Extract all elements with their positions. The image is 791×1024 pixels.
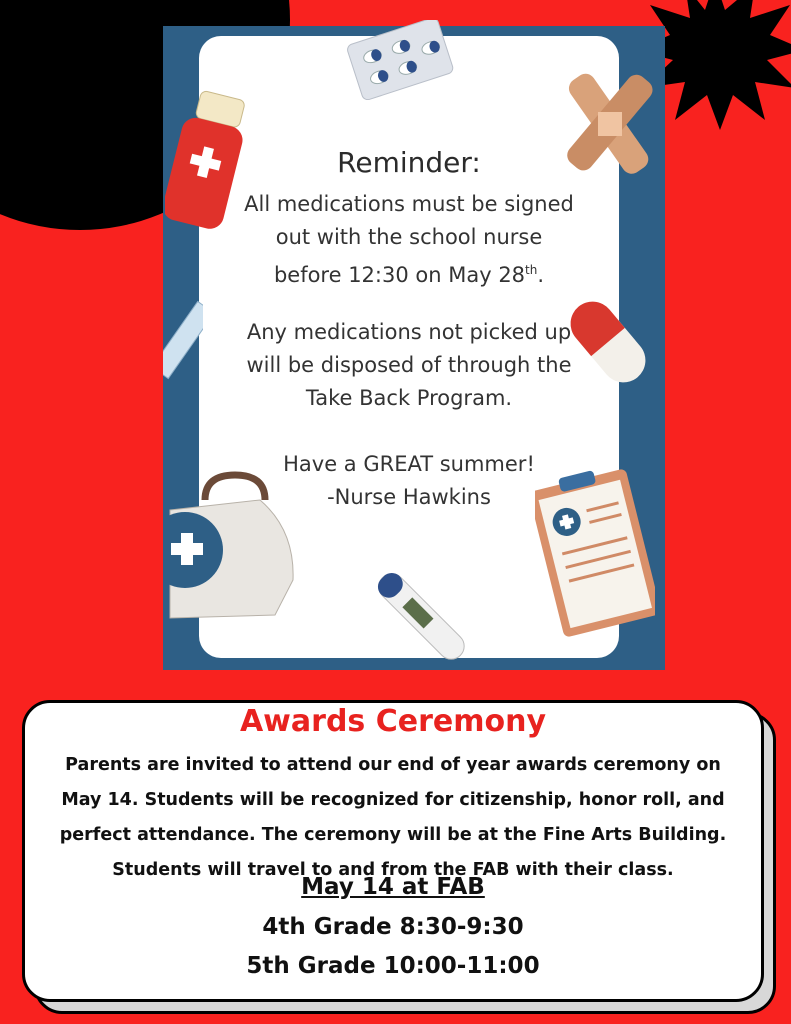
reminder-message <box>199 188 619 292</box>
disposal-line: Take Back Program. <box>305 386 513 410</box>
awards-body-line: Parents are invited to attend our end of year awards ceremony on <box>65 755 721 775</box>
disposal-message <box>199 316 619 415</box>
reminder-deadline: before 12:30 on May 28 <box>273 263 526 287</box>
date-end: . <box>537 263 545 287</box>
reminder-line <box>199 254 619 292</box>
schedule-4th-grade: 4th Grade 8:30-9:30 <box>262 914 524 940</box>
awards-description <box>25 748 761 888</box>
awards-title: Awards Ceremony <box>239 704 547 739</box>
reminder-line: out with the school nurse <box>275 225 543 249</box>
pill-pack-icon <box>345 20 455 100</box>
syringe-icon <box>163 300 203 380</box>
awards-body-line: Students will travel to and from the FAB with their class. <box>112 860 674 880</box>
disposal-line: Any medications not picked up <box>246 320 572 344</box>
reminder-heading: Reminder: <box>337 146 481 179</box>
reminder-line: All medications must be signed <box>244 192 574 216</box>
awards-body-line: May 14. Students will be recognized for citizenship, honor roll, and <box>61 790 725 810</box>
date-suffix: th <box>525 263 538 277</box>
closing-line: Have a GREAT summer! <box>283 452 535 476</box>
disposal-line: will be disposed of through the <box>246 353 572 377</box>
thermometer-icon <box>370 570 480 670</box>
awards-body-line: perfect attendance. The ceremony will be at the Fine Arts Building. <box>59 825 727 845</box>
schedule-5th-grade: 5th Grade 10:00-11:00 <box>246 953 540 979</box>
schedule-heading: May 14 at FAB <box>301 874 485 900</box>
signature: -Nurse Hawkins <box>327 485 491 509</box>
closing-message <box>199 448 619 514</box>
